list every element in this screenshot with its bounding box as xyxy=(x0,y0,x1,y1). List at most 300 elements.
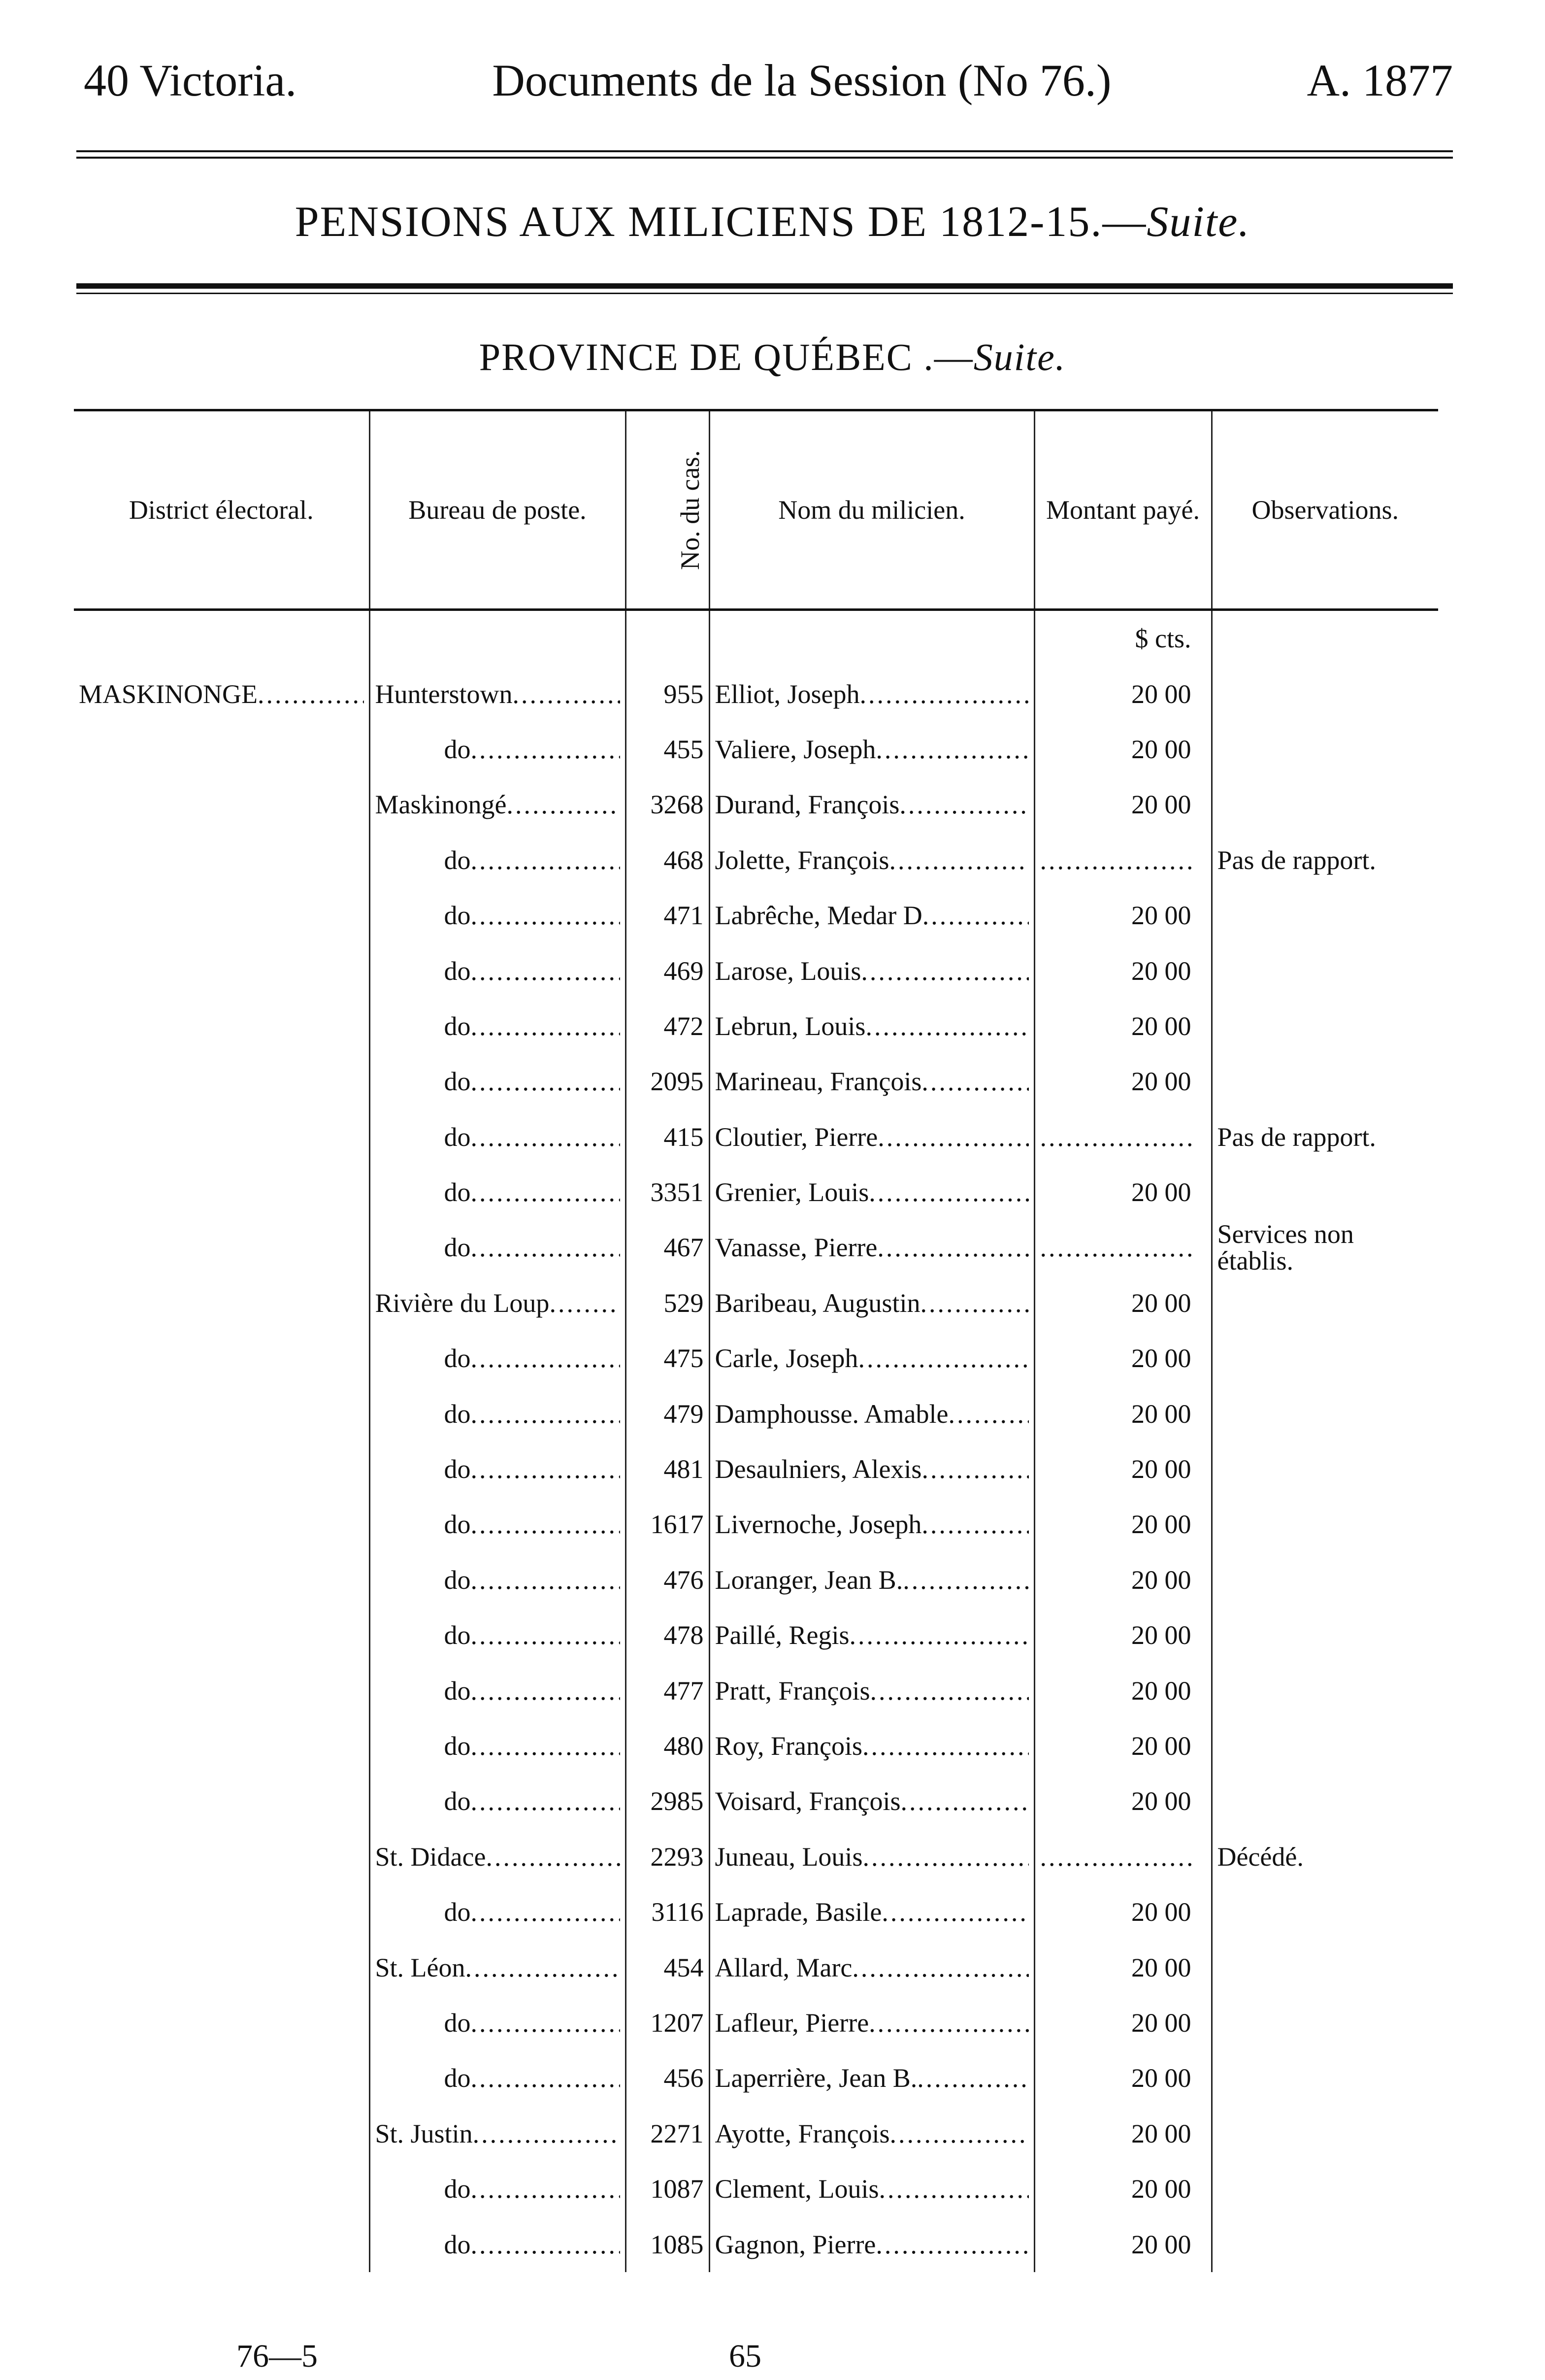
cell-office-text: do xyxy=(444,1454,471,1484)
leader-dots xyxy=(471,1731,620,1761)
cell-office xyxy=(369,2106,625,2161)
leader-dots xyxy=(921,1454,1028,1484)
column-header-office: Bureau de poste. xyxy=(369,410,625,610)
table-row xyxy=(74,1608,1438,1663)
title-rule-thick xyxy=(76,283,1453,289)
page-number: 65 xyxy=(729,2338,761,2374)
cell-name xyxy=(709,2050,1034,2106)
cell-district xyxy=(74,1386,369,1441)
cell-amount: 20 00 xyxy=(1034,1497,1212,1552)
cell-office-text: St. Léon xyxy=(375,1952,465,1982)
cell-amount: 20 00 xyxy=(1034,1331,1212,1386)
cell-observations xyxy=(1212,1663,1438,1718)
cell-name-text: Lebrun, Louis xyxy=(715,1011,866,1041)
cell-case-no: 1207 xyxy=(625,1995,709,2050)
leader-dots xyxy=(877,1232,1028,1263)
cell-name xyxy=(709,1995,1034,2050)
cell-observations: Services non établis. xyxy=(1212,1220,1438,1275)
leader-dots xyxy=(471,956,620,986)
cell-district xyxy=(74,1109,369,1165)
cell-office-text: do xyxy=(444,2174,471,2204)
cell-office xyxy=(369,833,625,888)
cell-office xyxy=(369,943,625,998)
cell-amount: 20 00 xyxy=(1034,1995,1212,2050)
cell-office-text: do xyxy=(444,1731,471,1761)
table-row xyxy=(74,722,1438,777)
cell-name xyxy=(709,1220,1034,1275)
cell-office xyxy=(369,1552,625,1608)
leader-dots xyxy=(471,1897,620,1927)
cell-office xyxy=(369,1331,625,1386)
table-row xyxy=(74,777,1438,832)
cell-name xyxy=(709,1663,1034,1718)
leader-dots xyxy=(862,1842,1028,1872)
cell-amount: 20 00 xyxy=(1034,1054,1212,1109)
cell-amount: 20 00 xyxy=(1034,2216,1212,2272)
cell-case-no: 481 xyxy=(625,1441,709,1497)
cell-office xyxy=(369,1109,625,1165)
cell-district xyxy=(74,1441,369,1497)
cell-district xyxy=(74,833,369,888)
cell-name-text: Paillé, Regis xyxy=(715,1620,850,1650)
column-header-observations: Observations. xyxy=(1212,410,1438,610)
cell-office-text: do xyxy=(444,956,471,986)
cell-office-text: do xyxy=(444,1343,471,1374)
cell-case-no: 475 xyxy=(625,1331,709,1386)
cell-amount: 20 00 xyxy=(1034,1608,1212,1663)
column-header-case-no-label: No. du cas. xyxy=(675,450,705,570)
leader-dots xyxy=(1040,1232,1191,1263)
pension-table xyxy=(74,409,1438,2272)
leader-dots xyxy=(471,1454,620,1484)
cell-district xyxy=(74,2106,369,2161)
leader-dots xyxy=(1040,1122,1191,1152)
cell-name xyxy=(709,1165,1034,1220)
cell-office-text: do xyxy=(444,1011,471,1041)
cell-amount: 20 00 xyxy=(1034,2161,1212,2216)
cell-office-text: do xyxy=(444,2229,471,2259)
cell-name-text: Juneau, Louis xyxy=(715,1842,863,1872)
cell-name-text: Livernoche, Joseph xyxy=(715,1509,922,1540)
cell-case-no: 472 xyxy=(625,999,709,1054)
cell-office-text: St. Didace xyxy=(375,1842,486,1872)
cell-district xyxy=(74,1331,369,1386)
table-row xyxy=(74,1054,1438,1109)
leader-dots xyxy=(506,789,620,820)
header-center: Documents de la Session (No 76.) xyxy=(492,55,1112,105)
cell-name-text: Loranger, Jean B. xyxy=(715,1565,903,1595)
cell-case-no: 1617 xyxy=(625,1497,709,1552)
leader-dots xyxy=(471,1565,620,1595)
cell-name xyxy=(709,1829,1034,1884)
cell-district xyxy=(74,2161,369,2216)
cell-name-text: Voisard, François xyxy=(715,1786,901,1816)
leader-dots xyxy=(876,734,1028,765)
cell-observations xyxy=(1212,1552,1438,1608)
cell-office xyxy=(369,1663,625,1718)
table-row xyxy=(74,1552,1438,1608)
cell-amount: 20 00 xyxy=(1034,722,1212,777)
cell-office-text: St. Justin xyxy=(375,2118,473,2148)
cell-amount: 20 00 xyxy=(1034,1552,1212,1608)
table-row xyxy=(74,1220,1438,1275)
cell-office xyxy=(369,1718,625,1774)
cell-office-text: do xyxy=(444,1620,471,1650)
cell-district xyxy=(74,1829,369,1884)
cell-name xyxy=(709,1441,1034,1497)
cell-case-no: 478 xyxy=(625,1608,709,1663)
leader-dots xyxy=(471,1676,620,1706)
cell-amount xyxy=(1034,833,1212,888)
leader-dots xyxy=(1040,845,1191,875)
table-row xyxy=(74,1386,1438,1441)
table-row xyxy=(74,2161,1438,2216)
cell-district xyxy=(74,2216,369,2272)
cell-district xyxy=(74,1774,369,1829)
page-subtitle-main: PROVINCE DE QUÉBEC .— xyxy=(479,335,974,378)
leader-dots xyxy=(948,1399,1028,1429)
cell-name xyxy=(709,943,1034,998)
cell-office-text: do xyxy=(444,2063,471,2093)
cell-office xyxy=(369,1608,625,1663)
cell-office-text: Maskinongé xyxy=(375,790,507,820)
cell-office xyxy=(369,1774,625,1829)
column-header-name: Nom du milicien. xyxy=(709,410,1034,610)
cell-office xyxy=(369,1995,625,2050)
units-label: $ cts. xyxy=(1034,610,1212,667)
cell-district xyxy=(74,1552,369,1608)
cell-observations xyxy=(1212,1441,1438,1497)
cell-district xyxy=(74,1275,369,1331)
leader-dots xyxy=(471,1786,620,1816)
leader-dots xyxy=(900,1786,1028,1816)
leader-dots xyxy=(471,1399,620,1429)
cell-office xyxy=(369,1940,625,1995)
cell-observations: Pas de rapport. xyxy=(1212,833,1438,888)
cell-name-text: Larose, Louis xyxy=(715,956,861,986)
cell-office xyxy=(369,777,625,832)
cell-case-no: 479 xyxy=(625,1386,709,1441)
header-right: A. 1877 xyxy=(1307,55,1453,105)
cell-office-text: Rivière du Loup xyxy=(375,1288,550,1318)
cell-office xyxy=(369,1275,625,1331)
cell-name xyxy=(709,1718,1034,1774)
cell-observations xyxy=(1212,1275,1438,1331)
cell-amount: 20 00 xyxy=(1034,1386,1212,1441)
cell-case-no: 476 xyxy=(625,1552,709,1608)
cell-office xyxy=(369,1054,625,1109)
cell-name xyxy=(709,1774,1034,1829)
cell-name-text: Damphousse. Amable xyxy=(715,1399,949,1429)
cell-office-text: Hunterstown xyxy=(375,679,513,709)
cell-case-no: 3116 xyxy=(625,1884,709,1940)
cell-district xyxy=(74,1995,369,2050)
cell-name-text: Pratt, François xyxy=(715,1676,870,1706)
cell-name-text: Gagnon, Pierre xyxy=(715,2229,876,2259)
leader-dots xyxy=(258,679,364,709)
cell-name xyxy=(709,666,1034,721)
table-row xyxy=(74,1940,1438,1995)
cell-name xyxy=(709,1275,1034,1331)
footer-signature: 76—5 xyxy=(236,2338,318,2374)
cell-observations xyxy=(1212,1386,1438,1441)
cell-observations xyxy=(1212,1165,1438,1220)
cell-name-text: Valiere, Joseph xyxy=(715,734,876,764)
cell-case-no: 2095 xyxy=(625,1054,709,1109)
units-row xyxy=(74,610,1438,667)
cell-district xyxy=(74,777,369,832)
cell-name-text: Lafleur, Pierre xyxy=(715,2008,869,2038)
cell-observations xyxy=(1212,777,1438,832)
cell-case-no: 415 xyxy=(625,1109,709,1165)
table-row xyxy=(74,1884,1438,1940)
cell-office xyxy=(369,1829,625,1884)
cell-office xyxy=(369,2216,625,2272)
cell-office-text: do xyxy=(444,1399,471,1429)
cell-amount: 20 00 xyxy=(1034,2050,1212,2106)
cell-name-text: Roy, François xyxy=(715,1731,862,1761)
cell-amount: 20 00 xyxy=(1034,1884,1212,1940)
cell-case-no: 454 xyxy=(625,1940,709,1995)
leader-dots xyxy=(1040,1842,1191,1872)
cell-office xyxy=(369,2050,625,2106)
leader-dots xyxy=(865,1011,1028,1041)
cell-office-text: do xyxy=(444,1067,471,1097)
cell-district xyxy=(74,2050,369,2106)
table-row xyxy=(74,2216,1438,2272)
cell-office-text: do xyxy=(444,901,471,931)
cell-name-text: Elliot, Joseph xyxy=(715,679,860,709)
leader-dots xyxy=(917,2063,1028,2093)
cell-name xyxy=(709,1386,1034,1441)
column-header-district: District électoral. xyxy=(74,410,369,610)
leader-dots xyxy=(471,1011,620,1041)
cell-name-text: Grenier, Louis xyxy=(715,1177,869,1207)
cell-observations xyxy=(1212,1331,1438,1386)
cell-district xyxy=(74,1884,369,1940)
cell-amount: 20 00 xyxy=(1034,1275,1212,1331)
cell-office-text: do xyxy=(444,1676,471,1706)
leader-dots xyxy=(465,1952,620,1983)
table-row xyxy=(74,1165,1438,1220)
cell-case-no: 469 xyxy=(625,943,709,998)
cell-case-no: 477 xyxy=(625,1663,709,1718)
table-row xyxy=(74,1995,1438,2050)
cell-name xyxy=(709,1884,1034,1940)
cell-amount xyxy=(1034,1220,1212,1275)
leader-dots xyxy=(903,1565,1028,1595)
cell-name xyxy=(709,1552,1034,1608)
leader-dots xyxy=(921,1066,1028,1097)
page-title-main: PENSIONS AUX MILICIENS DE 1812-15.— xyxy=(295,198,1147,246)
cell-case-no: 468 xyxy=(625,833,709,888)
cell-district xyxy=(74,943,369,998)
leader-dots xyxy=(512,679,620,709)
cell-office xyxy=(369,888,625,943)
cell-amount: 20 00 xyxy=(1034,666,1212,721)
cell-office xyxy=(369,1497,625,1552)
page-title xyxy=(0,197,1545,247)
table-row xyxy=(74,2106,1438,2161)
leader-dots xyxy=(471,845,620,875)
cell-name-text: Ayotte, François xyxy=(715,2118,890,2148)
cell-amount xyxy=(1034,1829,1212,1884)
cell-name xyxy=(709,888,1034,943)
header-left: 40 Victoria. xyxy=(84,55,297,105)
cell-observations xyxy=(1212,2161,1438,2216)
cell-observations xyxy=(1212,999,1438,1054)
leader-dots xyxy=(862,1731,1029,1761)
cell-amount: 20 00 xyxy=(1034,1165,1212,1220)
leader-dots xyxy=(876,2229,1028,2260)
leader-dots xyxy=(549,1288,620,1318)
header-rule-top xyxy=(76,150,1453,152)
cell-case-no: 467 xyxy=(625,1220,709,1275)
leader-dots xyxy=(860,679,1029,709)
cell-case-no: 471 xyxy=(625,888,709,943)
cell-office xyxy=(369,666,625,721)
cell-name xyxy=(709,2106,1034,2161)
cell-case-no: 1087 xyxy=(625,2161,709,2216)
cell-observations xyxy=(1212,888,1438,943)
cell-observations xyxy=(1212,1718,1438,1774)
cell-name xyxy=(709,722,1034,777)
table-row xyxy=(74,666,1438,721)
leader-dots xyxy=(869,1177,1028,1207)
table-row xyxy=(74,1331,1438,1386)
cell-name xyxy=(709,1331,1034,1386)
table-header-row xyxy=(74,410,1438,610)
cell-name xyxy=(709,999,1034,1054)
cell-observations xyxy=(1212,1054,1438,1109)
leader-dots xyxy=(879,2174,1028,2204)
cell-case-no: 3351 xyxy=(625,1165,709,1220)
cell-name-text: Carle, Joseph xyxy=(715,1343,858,1374)
cell-observations: Décédé. xyxy=(1212,1829,1438,1884)
cell-district xyxy=(74,1663,369,1718)
cell-office xyxy=(369,1386,625,1441)
cell-office-text: do xyxy=(444,845,471,875)
table-row xyxy=(74,1774,1438,1829)
leader-dots xyxy=(889,2118,1028,2149)
page-title-suffix: Suite. xyxy=(1147,198,1250,246)
leader-dots xyxy=(922,900,1029,931)
cell-district xyxy=(74,1054,369,1109)
column-header-amount: Montant payé. xyxy=(1034,410,1212,610)
leader-dots xyxy=(869,2008,1028,2038)
cell-amount: 20 00 xyxy=(1034,999,1212,1054)
table-row xyxy=(74,1109,1438,1165)
cell-office xyxy=(369,1165,625,1220)
cell-amount: 20 00 xyxy=(1034,943,1212,998)
cell-observations xyxy=(1212,2050,1438,2106)
table-row xyxy=(74,999,1438,1054)
cell-office xyxy=(369,1884,625,1940)
cell-name-text: Laperrière, Jean B. xyxy=(715,2063,918,2093)
cell-observations xyxy=(1212,943,1438,998)
cell-office-text: do xyxy=(444,1177,471,1207)
page-subtitle xyxy=(0,335,1545,379)
cell-amount: 20 00 xyxy=(1034,2106,1212,2161)
cell-amount: 20 00 xyxy=(1034,1940,1212,1995)
cell-observations xyxy=(1212,722,1438,777)
cell-case-no: 455 xyxy=(625,722,709,777)
cell-name-text: Jolette, François xyxy=(715,845,889,875)
cell-office-text: do xyxy=(444,1509,471,1540)
cell-district xyxy=(74,1608,369,1663)
leader-dots xyxy=(471,2174,620,2204)
cell-name xyxy=(709,777,1034,832)
column-header-case-no xyxy=(625,410,709,610)
leader-dots xyxy=(471,1232,620,1263)
table-row xyxy=(74,833,1438,888)
cell-amount: 20 00 xyxy=(1034,777,1212,832)
cell-observations xyxy=(1212,2216,1438,2272)
table-row xyxy=(74,1718,1438,1774)
cell-name xyxy=(709,1054,1034,1109)
cell-office-text: do xyxy=(444,2008,471,2038)
cell-name xyxy=(709,1109,1034,1165)
cell-observations xyxy=(1212,1940,1438,1995)
leader-dots xyxy=(471,2063,620,2093)
cell-case-no: 2293 xyxy=(625,1829,709,1884)
page-subtitle-suffix: Suite. xyxy=(973,335,1066,378)
cell-amount: 20 00 xyxy=(1034,1718,1212,1774)
cell-district xyxy=(74,999,369,1054)
cell-observations xyxy=(1212,2106,1438,2161)
cell-observations xyxy=(1212,1884,1438,1940)
table-row xyxy=(74,1663,1438,1718)
cell-amount: 20 00 xyxy=(1034,888,1212,943)
cell-amount xyxy=(1034,1109,1212,1165)
cell-name xyxy=(709,2161,1034,2216)
leader-dots xyxy=(889,845,1028,875)
cell-district xyxy=(74,888,369,943)
cell-name-text: Cloutier, Pierre xyxy=(715,1122,878,1152)
cell-observations xyxy=(1212,666,1438,721)
leader-dots xyxy=(899,789,1028,820)
cell-observations xyxy=(1212,1774,1438,1829)
leader-dots xyxy=(471,734,620,765)
cell-name-text: Desaulniers, Alexis xyxy=(715,1454,922,1484)
cell-amount: 20 00 xyxy=(1034,1663,1212,1718)
leader-dots xyxy=(849,1620,1028,1650)
cell-name xyxy=(709,1497,1034,1552)
leader-dots xyxy=(471,1177,620,1207)
cell-case-no: 1085 xyxy=(625,2216,709,2272)
cell-name-text: Marineau, François xyxy=(715,1067,922,1097)
cell-case-no: 3268 xyxy=(625,777,709,832)
leader-dots xyxy=(861,956,1028,986)
leader-dots xyxy=(852,1952,1028,1983)
cell-amount: 20 00 xyxy=(1034,1774,1212,1829)
cell-office-text: do xyxy=(444,1122,471,1152)
cell-office-text: do xyxy=(444,1233,471,1263)
cell-name-text: Clement, Louis xyxy=(715,2174,879,2204)
table-row xyxy=(74,943,1438,998)
cell-office-text: do xyxy=(444,734,471,764)
cell-observations: Pas de rapport. xyxy=(1212,1109,1438,1165)
table-row xyxy=(74,2050,1438,2106)
table-row xyxy=(74,888,1438,943)
leader-dots xyxy=(471,2229,620,2260)
cell-office xyxy=(369,999,625,1054)
leader-dots xyxy=(471,900,620,931)
leader-dots xyxy=(471,1066,620,1097)
cell-case-no: 529 xyxy=(625,1275,709,1331)
leader-dots xyxy=(486,1842,620,1872)
cell-name-text: Vanasse, Pierre xyxy=(715,1233,878,1263)
